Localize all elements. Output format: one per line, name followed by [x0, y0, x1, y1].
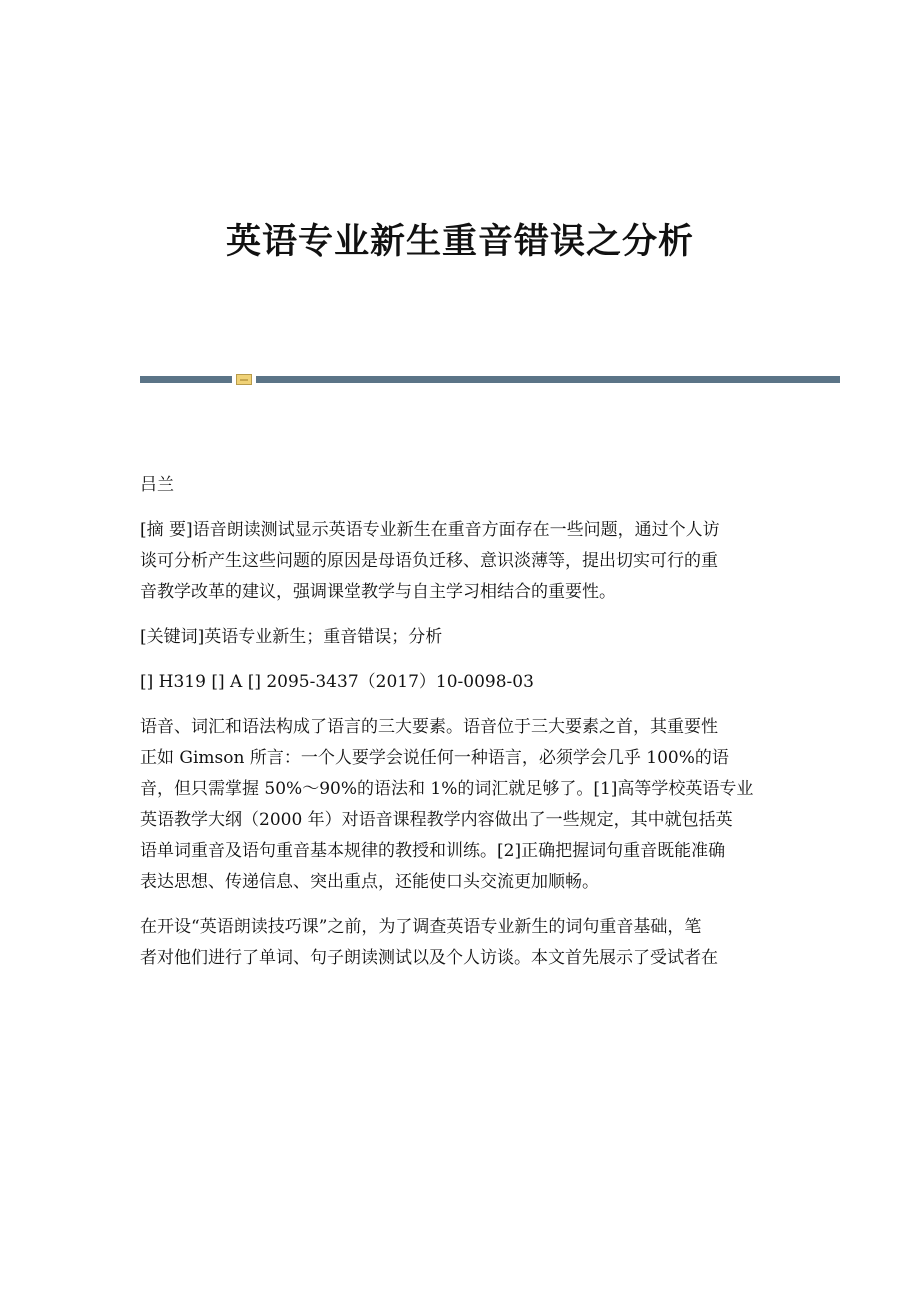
paragraph-line: 在开设“英语朗读技巧课”之前，为了调查英语专业新生的词句重音基础，笔: [140, 917, 702, 937]
paragraph-line: 英语教学大纲（2000 年）对语音课程教学内容做出了一些规定，其中就包括英: [140, 810, 733, 830]
body-paragraph-2: [140, 912, 780, 974]
abstract-line: [摘 要]语音朗读测试显示英语专业新生在重音方面存在一些问题，通过个人访: [140, 520, 720, 540]
divider-ornament-icon: [236, 374, 252, 385]
divider-bar-left: [140, 376, 232, 383]
keywords: [关键词]英语专业新生；重音错误；分析: [140, 627, 443, 647]
body-paragraph-1: [140, 712, 780, 898]
author-name: 吕兰: [140, 475, 174, 495]
paragraph-line: 者对他们进行了单词、句子朗读测试以及个人访谈。本文首先展示了受试者在: [140, 948, 718, 968]
paragraph-line: 语单词重音及语句重音基本规律的教授和训练。[2]正确把握词句重音既能准确: [140, 841, 726, 861]
divider-bar-right: [256, 376, 840, 383]
paragraph-line: 音，但只需掌握 50%～90%的语法和 1%的词汇就足够了。[1]高等学校英语专业: [140, 779, 754, 799]
paragraph-line: 表达思想、传递信息、突出重点，还能使口头交流更加顺畅。: [140, 872, 599, 892]
title-divider: [140, 374, 840, 384]
abstract-line: 谈可分析产生这些问题的原因是母语负迁移、意识淡薄等，提出切实可行的重: [140, 551, 718, 571]
paragraph-line: 正如 Gimson 所言：一个人要学会说任何一种语言，必须学会几乎 100%的语: [140, 748, 729, 768]
abstract: [140, 515, 780, 608]
document-body: [140, 470, 780, 974]
abstract-line: 音教学改革的建议，强调课堂教学与自主学习相结合的重要性。: [140, 582, 616, 602]
classification-codes: [] H319 [] A [] 2095-3437（2017）10-0098-03: [140, 672, 534, 692]
document-title: 英语专业新生重音错误之分析: [225, 221, 694, 262]
paragraph-line: 语音、词汇和语法构成了语言的三大要素。语音位于三大要素之首，其重要性: [140, 717, 718, 737]
